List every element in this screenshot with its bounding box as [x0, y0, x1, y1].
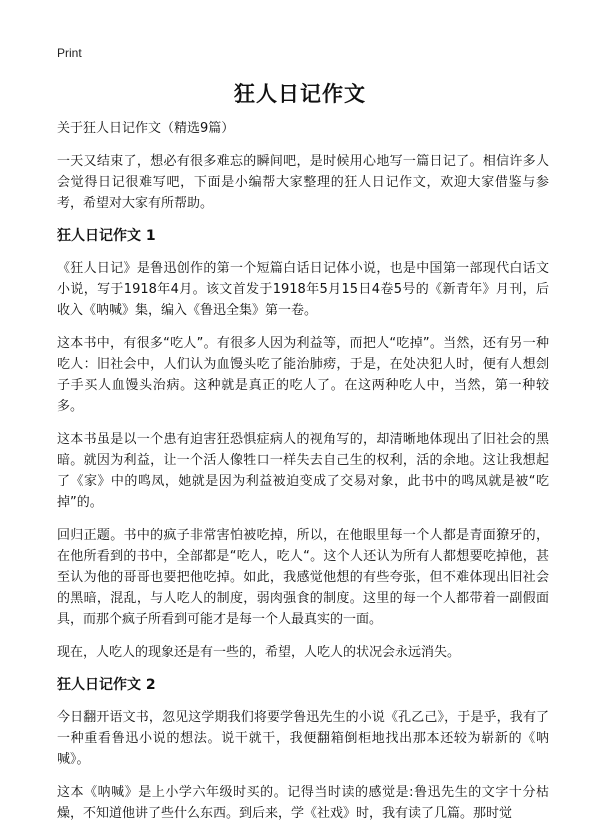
intro-paragraph: 一天又结束了，想必有很多难忘的瞬间吧，是时候用心地写一篇日记了。相信许多人会觉得日记很难写吧，下面是小编帮大家整理的狂人日记作文，欢迎大家借鉴与参考，希望对大家有所帮助。: [57, 154, 549, 211]
article-subtitle: 关于狂人日记作文（精选9篇）: [57, 121, 235, 136]
document-title: 狂人日记作文: [234, 82, 366, 106]
paragraph: 这本书虽是以一个患有迫害狂恐惧症病人的视角写的，却清晰地体现出了旧社会的黑暗。就因为利益，让一个活人像牲口一样失去自己生的权利，活的余地。这让我想起了《家》中的鸣凤，她就是因为利益被迫变成了交易对象，此书中的鸣凤就是被“吃掉”的。: [57, 432, 549, 510]
article-body: [57, 118, 549, 828]
paragraph: 这本书中，有很多“吃人”。有很多人因为利益等，而把人“吃掉”。当然，还有另一种吃人：旧社会中，人们认为血馒头吃了能治肺痨，于是，在处决犯人时，便有人想刽子手买人血馒头治病。这种就是真正的吃人了。在这两种吃人中，当然，第一种较多。: [57, 336, 549, 414]
paragraph: 现在，人吃人的现象还是有一些的，希望，人吃人的状况会永远消失。: [57, 645, 461, 660]
paragraph: 这本《呐喊》是上小学六年级时买的。记得当时读的感觉是:鲁迅先生的文字十分枯燥，不知道他讲了些什么东西。到后来，学《社戏》时，我有读了几篇。那时觉: [57, 785, 549, 821]
paragraph: 《狂人日记》是鲁迅创作的第一个短篇白话日记体小说，也是中国第一部现代白话文小说，写于1918年4月。该文首发于1918年5月15日4卷5号的《新青年》月刊，后收入《呐喊》集，编入《鲁迅全集》第一卷。: [57, 261, 549, 318]
print-link[interactable]: Print: [57, 46, 82, 60]
section-heading: 狂人日记作文 2: [57, 677, 156, 693]
paragraph: 今日翻开语文书，忽见这学期我们将要学鲁迅先生的小说《孔乙己》，于是乎，我有了一种重看鲁迅小说的想法。说干就干，我便翻箱倒柜地找出那本还较为崭新的《呐喊》。: [57, 710, 549, 767]
paragraph: 回归正题。书中的疯子非常害怕被吃掉，所以，在他眼里每一个人都是青面獠牙的，在他所看到的书中，全部都是“吃人，吃人“。这个人还认为所有人都想要吃掉他，甚至认为他的哥哥也要把他吃掉。如此，我感觉他想的有些夸张，但不难体现出旧社会的黑暗，混乱，与人吃人的制度，弱肉强食的制度。这里的每一个人都带着一副假面具，而那个疯子所看到可能才是每一个人最真实的一面。: [57, 528, 549, 627]
section-heading: 狂人日记作文 1: [57, 228, 156, 244]
